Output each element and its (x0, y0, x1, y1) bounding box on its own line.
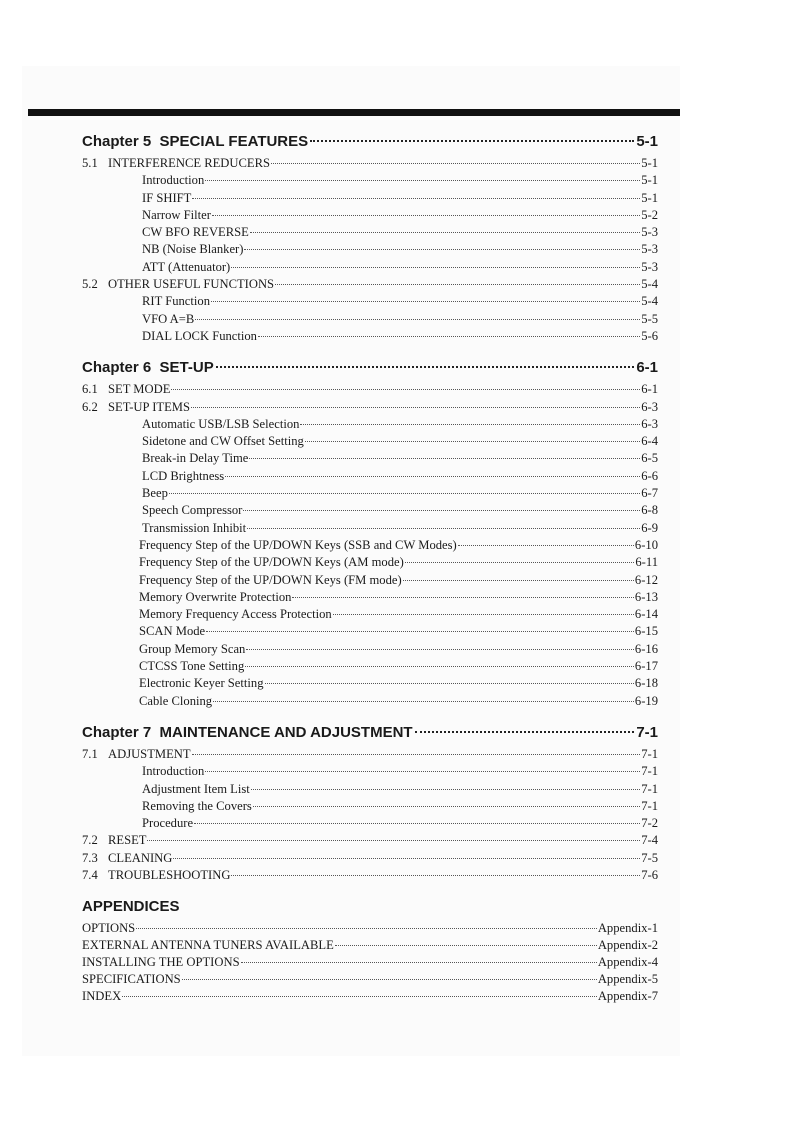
toc-section (82, 867, 658, 884)
entry-page: 5-1 (641, 173, 658, 188)
entry-page: Appendix-2 (597, 938, 658, 953)
toc-entry (82, 623, 658, 640)
dot-leader (271, 163, 640, 164)
dot-leader (147, 840, 640, 841)
dot-leader (206, 631, 634, 632)
dot-leader (205, 771, 640, 772)
entry-page: 5-3 (641, 259, 658, 274)
dot-leader (122, 996, 597, 997)
appendices-section (82, 896, 658, 1005)
toc-entry (82, 781, 658, 798)
dot-leader (241, 962, 597, 963)
dot-leader (243, 510, 640, 511)
dot-leader (191, 407, 640, 408)
entry-page: 6-11 (635, 555, 658, 570)
appendices-title: APPENDICES (82, 898, 180, 916)
entry-label: Narrow Filter (142, 207, 211, 222)
entry-page: 5-1 (641, 190, 658, 205)
entry-page: 5-2 (641, 207, 658, 222)
dot-leader (275, 284, 640, 285)
section-number: 6.2 (82, 399, 98, 414)
entry-page: 7-1 (641, 781, 658, 796)
dot-leader (333, 614, 634, 615)
toc-entry (82, 433, 658, 450)
toc-section (82, 381, 658, 398)
entry-label: TROUBLESHOOTING (108, 867, 231, 882)
entry-page: 5-4 (641, 294, 658, 309)
chapter-heading (82, 357, 658, 379)
dot-leader (169, 493, 640, 494)
toc-entry (82, 224, 658, 241)
chapter-heading (82, 722, 658, 744)
appendix-entry (82, 954, 658, 971)
entry-label: RIT Function (142, 294, 210, 309)
dot-leader (249, 458, 640, 459)
toc-entry (82, 554, 658, 571)
chapter-spacer (82, 710, 658, 722)
dot-leader (136, 928, 597, 929)
entry-label: EXTERNAL ANTENNA TUNERS AVAILABLE (82, 938, 334, 953)
section-number: 6.1 (82, 382, 98, 397)
appendix-entry (82, 920, 658, 937)
dot-leader (192, 754, 641, 755)
entry-label: OTHER USEFUL FUNCTIONS (108, 277, 275, 292)
entry-page: 6-9 (641, 520, 658, 535)
toc-entry (82, 311, 658, 328)
entry-label: INSTALLING THE OPTIONS (82, 955, 240, 970)
toc-entry (82, 241, 658, 258)
entry-label: INDEX (82, 989, 122, 1004)
entry-label: INTERFERENCE REDUCERS (108, 156, 270, 170)
appendix-entry (82, 988, 658, 1005)
toc-entry (82, 815, 658, 832)
dot-leader (231, 875, 640, 876)
dot-leader (216, 366, 635, 368)
dot-leader (244, 249, 640, 250)
chapter-spacer (82, 345, 658, 357)
section-number: 7.2 (82, 833, 98, 848)
entry-page: 6-1 (641, 382, 658, 397)
toc-entry (82, 293, 658, 310)
toc-entry (82, 502, 658, 519)
chapter-page: 6-1 (636, 359, 658, 377)
dot-leader (258, 336, 640, 337)
dot-leader (335, 945, 597, 946)
entry-page: 6-14 (634, 607, 658, 622)
dot-leader (231, 267, 640, 268)
dot-leader (171, 389, 640, 390)
dot-leader (300, 424, 640, 425)
dot-leader (251, 789, 640, 790)
dot-leader (246, 649, 634, 650)
dot-leader (250, 232, 640, 233)
dot-leader (192, 198, 640, 199)
entry-label: NB (Noise Blanker) (142, 242, 244, 257)
toc-section (82, 832, 658, 849)
entry-page: 7-2 (641, 816, 658, 831)
entry-label: Group Memory Scan (139, 641, 246, 656)
entry-page: Appendix-5 (597, 972, 658, 987)
entry-label: ATT (Attenuator) (142, 259, 231, 274)
entry-page: 6-19 (634, 693, 658, 708)
entry-label: Automatic USB/LSB Selection (142, 416, 300, 431)
toc-entry (82, 763, 658, 780)
dot-leader (247, 528, 640, 529)
entry-label: LCD Brightness (142, 468, 225, 483)
entry-label: Frequency Step of the UP/DOWN Keys (AM mode) (139, 555, 404, 570)
entry-page: 6-3 (641, 399, 658, 414)
entry-page: 6-12 (634, 572, 658, 587)
entry-label: DIAL LOCK Function (142, 328, 257, 343)
dot-leader (405, 562, 635, 563)
entry-page: 7-1 (641, 764, 658, 779)
entry-page: 6-6 (641, 468, 658, 483)
section-number: 5.1 (82, 156, 98, 170)
entry-page: 7-1 (641, 798, 658, 813)
toc-section (82, 746, 658, 763)
entry-page: 6-10 (634, 537, 658, 552)
entry-label: Adjustment Item List (142, 781, 250, 796)
entry-label: Speech Compressor (142, 503, 243, 518)
toc-entry (82, 468, 658, 485)
entry-label: VFO A=B (142, 311, 195, 326)
entry-page: 6-4 (641, 434, 658, 449)
dot-leader (194, 823, 640, 824)
toc-entry (82, 675, 658, 692)
toc-entry (82, 172, 658, 189)
toc-section (82, 399, 658, 416)
section-number: 7.3 (82, 850, 98, 865)
toc-entry (82, 485, 658, 502)
entry-page: 5-3 (641, 225, 658, 240)
entry-label: SCAN Mode (139, 624, 206, 639)
chapter-heading (82, 131, 658, 153)
toc-entry (82, 572, 658, 589)
entry-label: Procedure (142, 816, 194, 831)
entry-page: 7-1 (641, 746, 658, 761)
toc-entry (82, 207, 658, 224)
toc-entry (82, 520, 658, 537)
dot-leader (265, 683, 634, 684)
appendix-entry (82, 971, 658, 988)
table-of-contents (82, 131, 658, 1005)
entry-page: Appendix-7 (597, 989, 658, 1004)
entry-page: 7-6 (641, 867, 658, 882)
dot-leader (310, 140, 634, 142)
entry-label: CLEANING (108, 850, 173, 865)
entry-label: Introduction (142, 173, 205, 188)
toc-entry (82, 416, 658, 433)
dot-leader (415, 731, 635, 733)
toc-section (82, 155, 658, 172)
entry-label: Removing the Covers (142, 798, 252, 813)
entry-label: Memory Frequency Access Protection (139, 607, 332, 622)
dot-leader (305, 441, 640, 442)
entry-label: SET-UP ITEMS (108, 399, 190, 414)
entry-label: Sidetone and CW Offset Setting (142, 434, 304, 449)
entry-page: 6-18 (634, 676, 658, 691)
entry-page: Appendix-1 (597, 921, 658, 936)
dot-leader (173, 858, 640, 859)
chapter-page: 7-1 (636, 723, 658, 741)
entry-page: 6-15 (634, 624, 658, 639)
toc-entry (82, 328, 658, 345)
entry-page: 6-13 (634, 589, 658, 604)
dot-leader (212, 215, 640, 216)
entry-page: 6-17 (634, 659, 658, 674)
dot-leader (205, 180, 640, 181)
entry-page: 6-16 (634, 641, 658, 656)
entry-page: 6-8 (641, 503, 658, 518)
entry-label: Beep (142, 486, 168, 501)
entry-page: 6-3 (641, 416, 658, 431)
dot-leader (458, 545, 634, 546)
toc-entry (82, 693, 658, 710)
entry-label: Introduction (142, 764, 205, 779)
appendix-entry (82, 937, 658, 954)
entry-page: 5-6 (641, 328, 658, 343)
chapter-title: Chapter 5 SPECIAL FEATURES (82, 133, 309, 150)
toc-section (82, 850, 658, 867)
chapter-title: Chapter 7 MAINTENANCE AND ADJUSTMENT (82, 723, 413, 741)
section-number: 5.2 (82, 277, 98, 292)
entry-label: IF SHIFT (142, 190, 192, 205)
entry-page: 6-7 (641, 486, 658, 501)
dot-leader (195, 319, 640, 320)
entry-page: 6-5 (641, 451, 658, 466)
entry-label: CW BFO REVERSE (142, 225, 249, 240)
entry-label: Cable Cloning (139, 693, 213, 708)
entry-page: 5-1 (641, 156, 658, 170)
toc-entry (82, 259, 658, 276)
entry-label: CTCSS Tone Setting (139, 659, 245, 674)
toc-entry (82, 798, 658, 815)
header-rule (28, 109, 680, 116)
entry-page: 5-5 (641, 311, 658, 326)
entry-label: Break-in Delay Time (142, 451, 249, 466)
chapter-spacer (82, 884, 658, 896)
entry-label: OPTIONS (82, 921, 136, 936)
dot-leader (182, 979, 597, 980)
dot-leader (213, 701, 634, 702)
entry-page: 5-3 (641, 242, 658, 257)
entry-label: RESET (108, 833, 147, 848)
dot-leader (211, 301, 640, 302)
entry-label: ADJUSTMENT (108, 746, 191, 761)
section-number: 7.1 (82, 746, 98, 761)
toc-entry (82, 450, 658, 467)
chapter-page: 5-1 (636, 133, 658, 150)
entry-label: Frequency Step of the UP/DOWN Keys (FM mode) (139, 572, 402, 587)
toc-entry (82, 658, 658, 675)
entry-page: 5-4 (641, 277, 658, 292)
toc-entry (82, 641, 658, 658)
toc-entry (82, 537, 658, 554)
dot-leader (225, 476, 640, 477)
entry-page: 7-5 (641, 850, 658, 865)
toc-entry (82, 606, 658, 623)
toc-entry (82, 190, 658, 207)
entry-label: Electronic Keyer Setting (139, 676, 264, 691)
dot-leader (403, 580, 634, 581)
entry-label: Frequency Step of the UP/DOWN Keys (SSB and CW Modes) (139, 537, 457, 552)
toc-section (82, 276, 658, 293)
entry-label: Transmission Inhibit (142, 520, 247, 535)
entry-label: SET MODE (108, 382, 171, 397)
entry-page: 7-4 (641, 833, 658, 848)
dot-leader (245, 666, 634, 667)
dot-leader (292, 597, 633, 598)
entry-label: Memory Overwrite Protection (139, 589, 292, 604)
section-number: 7.4 (82, 867, 98, 882)
entry-page: Appendix-4 (597, 955, 658, 970)
dot-leader (253, 806, 640, 807)
entry-label: SPECIFICATIONS (82, 972, 181, 987)
toc-entry (82, 589, 658, 606)
chapter-title: Chapter 6 SET-UP (82, 359, 214, 377)
